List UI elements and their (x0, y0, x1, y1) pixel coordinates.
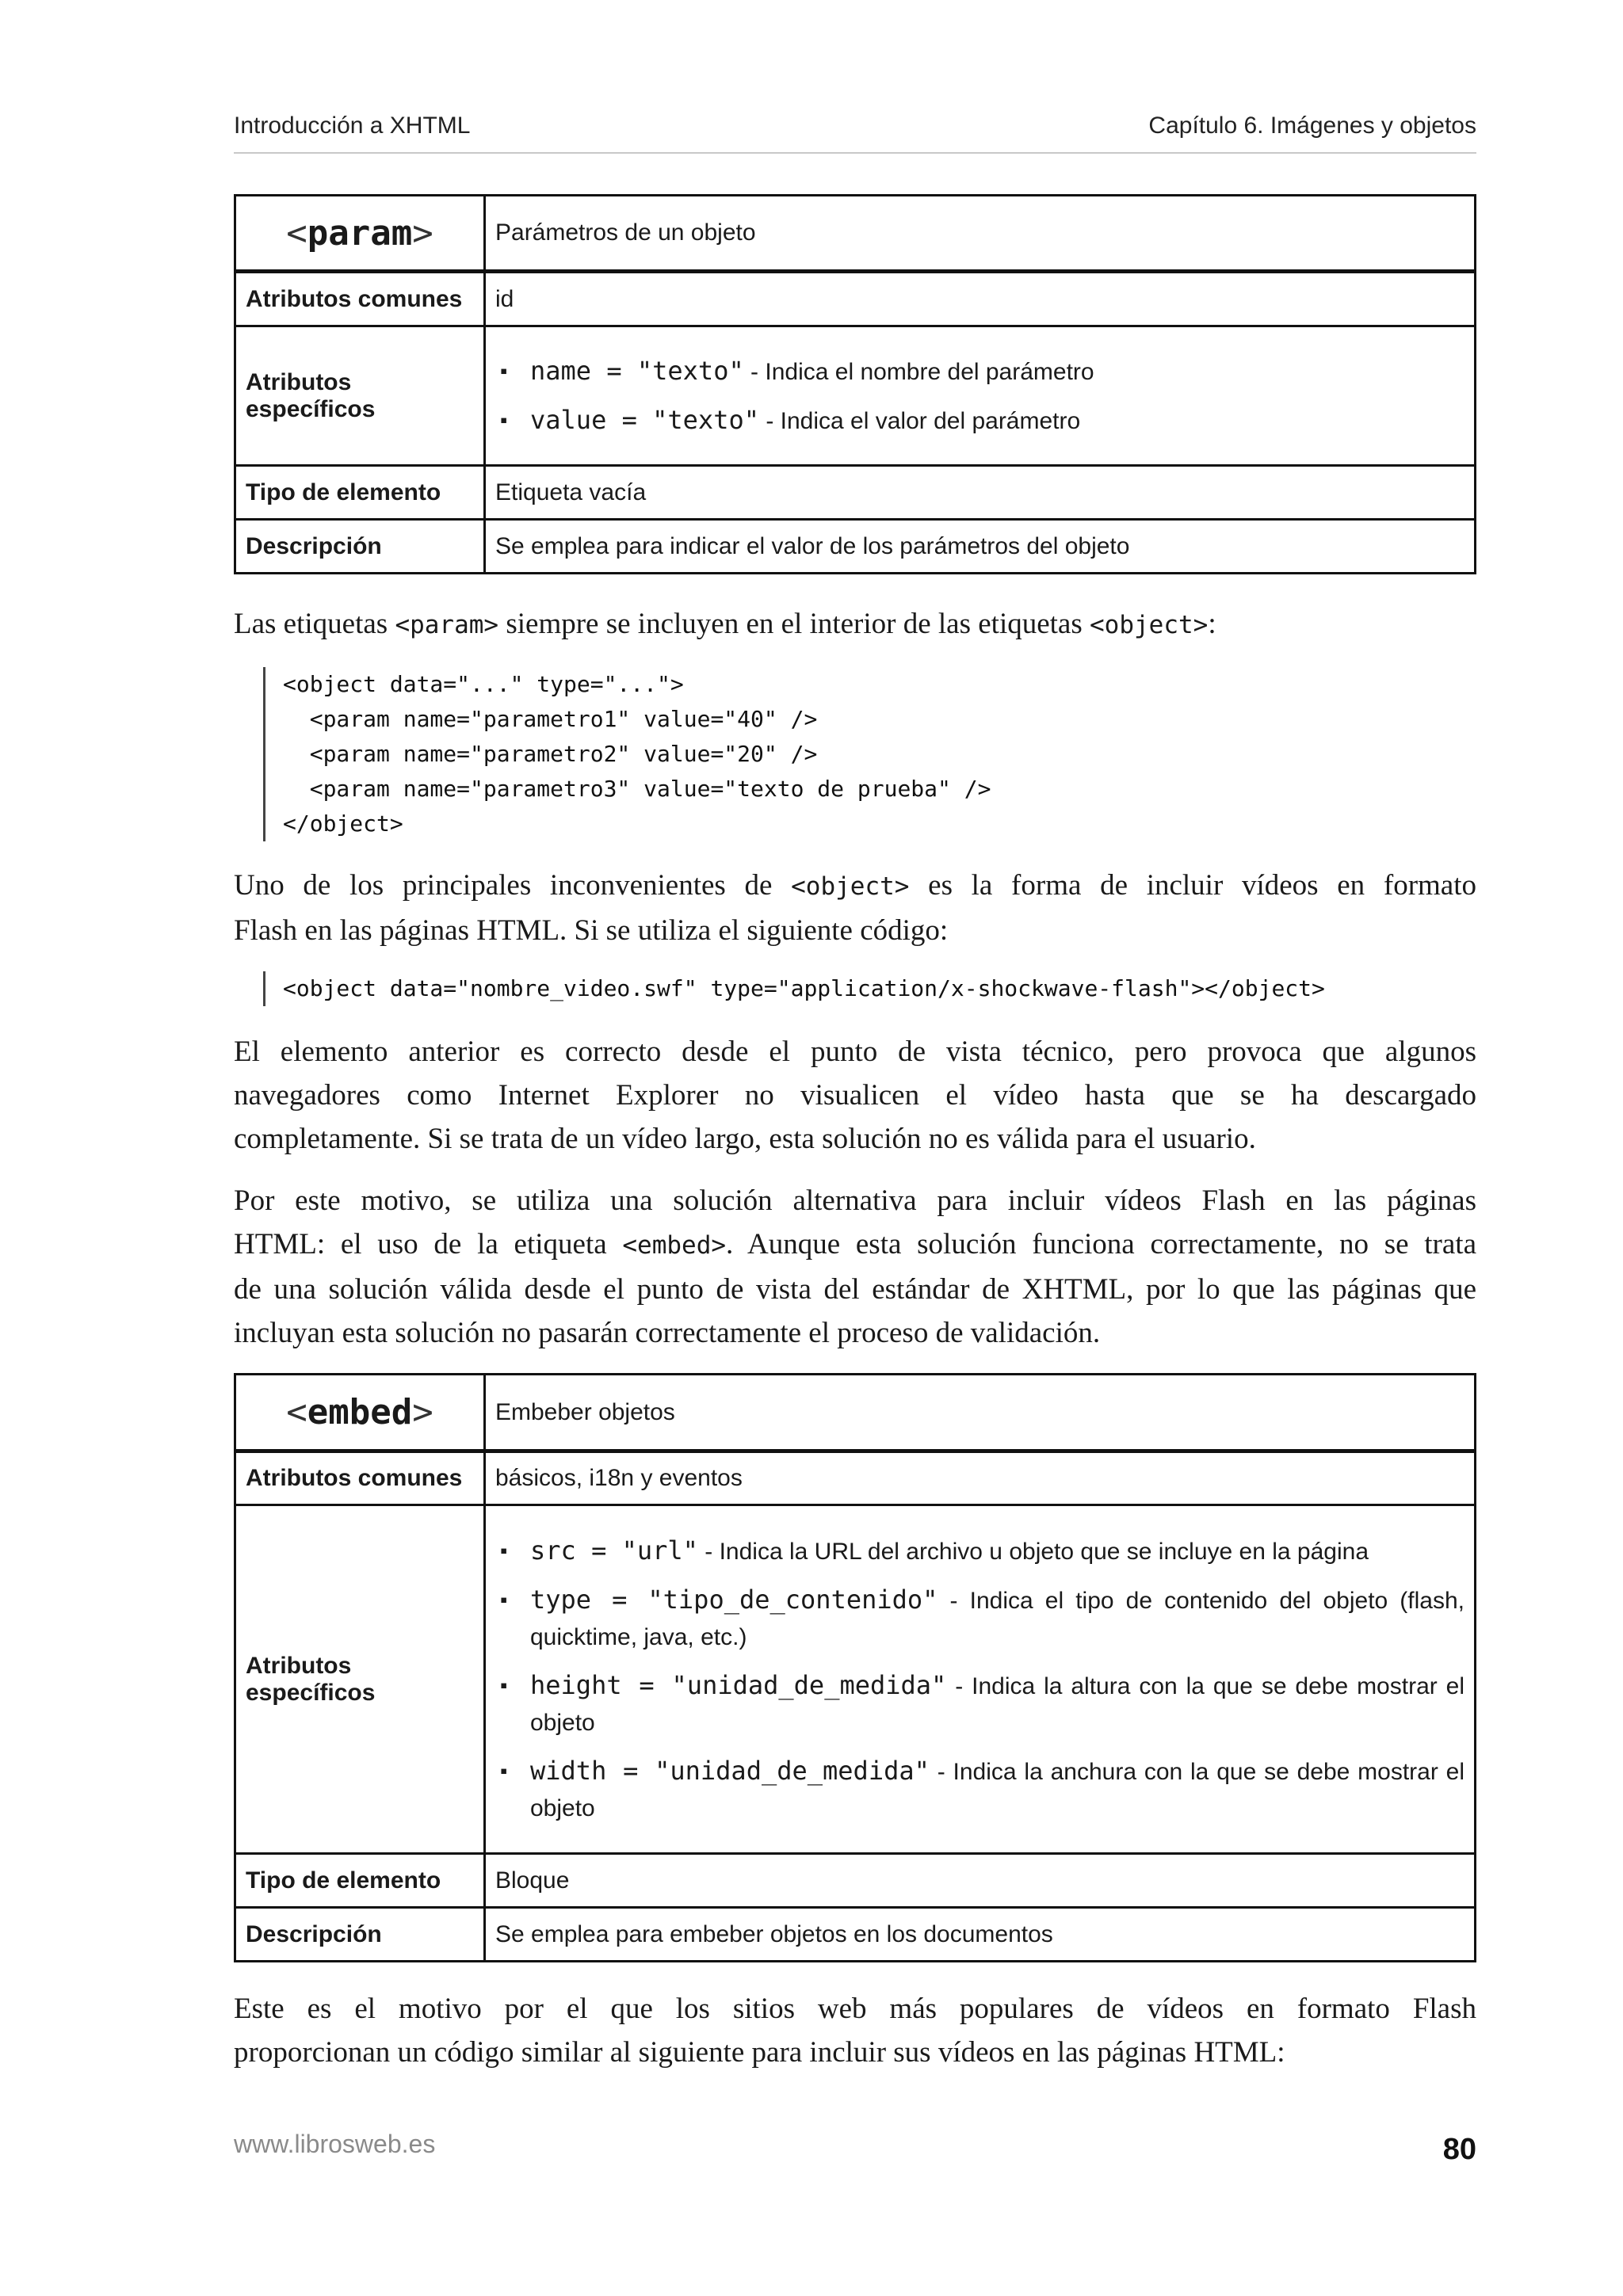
param-desc-label: Descripción (235, 520, 485, 574)
embed-specific-label: Atributos específicos (235, 1505, 485, 1854)
page-number: 80 (1442, 2133, 1476, 2166)
param-type-value: Etiqueta vacía (485, 466, 1476, 520)
param-type-label: Tipo de elemento (235, 466, 485, 520)
param-specific-list-cell (485, 326, 1476, 466)
embed-attribute-item: ▪ type = "tipo_de_contenido" - Indica el tipo de contenido del objeto (flash, quicktime, java, etc.) (495, 1581, 1465, 1656)
paragraph-object-flash: Uno de los principales inconvenientes de <object> es la forma de incluir vídeos en formato Flash en las páginas HTML. Si se utiliza el siguiente código: (234, 869, 1476, 947)
param-specific-label: Atributos específicos (235, 326, 485, 466)
embed-attribute-item: ▪ height = "unidad_de_medida" - Indica la altura con la que se debe mostrar el objeto (495, 1667, 1465, 1741)
param-title: Parámetros de un objeto (485, 196, 1476, 272)
param-tag-name: param (307, 212, 413, 254)
embed-title: Embeber objetos (485, 1375, 1476, 1451)
embed-type-label: Tipo de elemento (235, 1854, 485, 1908)
param-tag-cell: <param> (235, 196, 485, 272)
code-example-object-params: <object data="..." type="..."> <param name="parametro1" value="40" /> <param name="parametro2" value="20" /> <param name="parametro3" value="texto de prueba" /> </object> (263, 667, 991, 841)
embed-desc-value: Se emplea para embeber objetos en los documentos (485, 1908, 1476, 1962)
param-reference-table (234, 194, 1476, 574)
param-attribute-item: ▪ value = "texto" - Indica el valor del parámetro (495, 402, 1465, 440)
header-book-title: Introducción a XHTML (234, 113, 471, 139)
embed-specific-list-cell (485, 1505, 1476, 1854)
paragraph-technical-issue: El elemento anterior es correcto desde el punto de vista técnico, pero provoca que algunos navegadores como Internet Explorer no visualicen el vídeo hasta que se ha descargado completamente. Si se trata de un vídeo largo, esta solución no es válida para el usuario. (234, 1035, 1476, 1155)
paragraph-popular-sites: Este es el motivo por el que los sitios web más populares de vídeos en formato Flash proporcionan un código similar al siguiente para incluir sus vídeos en las páginas HTML: (234, 1993, 1476, 2069)
embed-common-value: básicos, i18n y eventos (485, 1451, 1476, 1505)
header-chapter-title: Capítulo 6. Imágenes y objetos (1148, 113, 1476, 139)
embed-desc-label: Descripción (235, 1908, 485, 1962)
param-attribute-item: ▪ name = "texto" - Indica el nombre del parámetro (495, 353, 1465, 391)
param-desc-value: Se emplea para indicar el valor de los parámetros del objeto (485, 520, 1476, 574)
footer-website-link[interactable]: www.librosweb.es (234, 2130, 436, 2158)
embed-tag-cell: <embed> (235, 1375, 485, 1451)
embed-attribute-item: ▪ width = "unidad_de_medida" - Indica la anchura con la que se debe mostrar el objeto (495, 1753, 1465, 1827)
paragraph-param-intro: Las etiquetas <param> siempre se incluyen en el interior de las etiquetas <object>: (234, 608, 1216, 640)
embed-tag-name: embed (307, 1392, 413, 1432)
embed-attributes-list (495, 1532, 1465, 1827)
embed-type-value: Bloque (485, 1854, 1476, 1908)
embed-common-label: Atributos comunes (235, 1451, 485, 1505)
embed-attribute-item: ▪ src = "url" - Indica la URL del archivo u objeto que se incluye en la página (495, 1532, 1465, 1570)
param-common-label: Atributos comunes (235, 272, 485, 326)
code-example-object-flash: <object data="nombre_video.swf" type="application/x-shockwave-flash"></object> (263, 971, 1325, 1006)
page-header (234, 109, 1476, 154)
embed-reference-table (234, 1373, 1476, 1962)
paragraph-embed-alternative: Por este motivo, se utiliza una solución alternativa para incluir vídeos Flash en las páginas HTML: el uso de la etiqueta <embed>. Aunque esta solución funciona correctamente, no se trata de una solución válida desde el punto de vista del estándar de XHTML, por lo que las páginas que incluyan esta solución no pasarán correctamente el proceso de validación. (234, 1184, 1476, 1349)
param-common-value: id (485, 272, 1476, 326)
param-attributes-list (495, 353, 1465, 440)
